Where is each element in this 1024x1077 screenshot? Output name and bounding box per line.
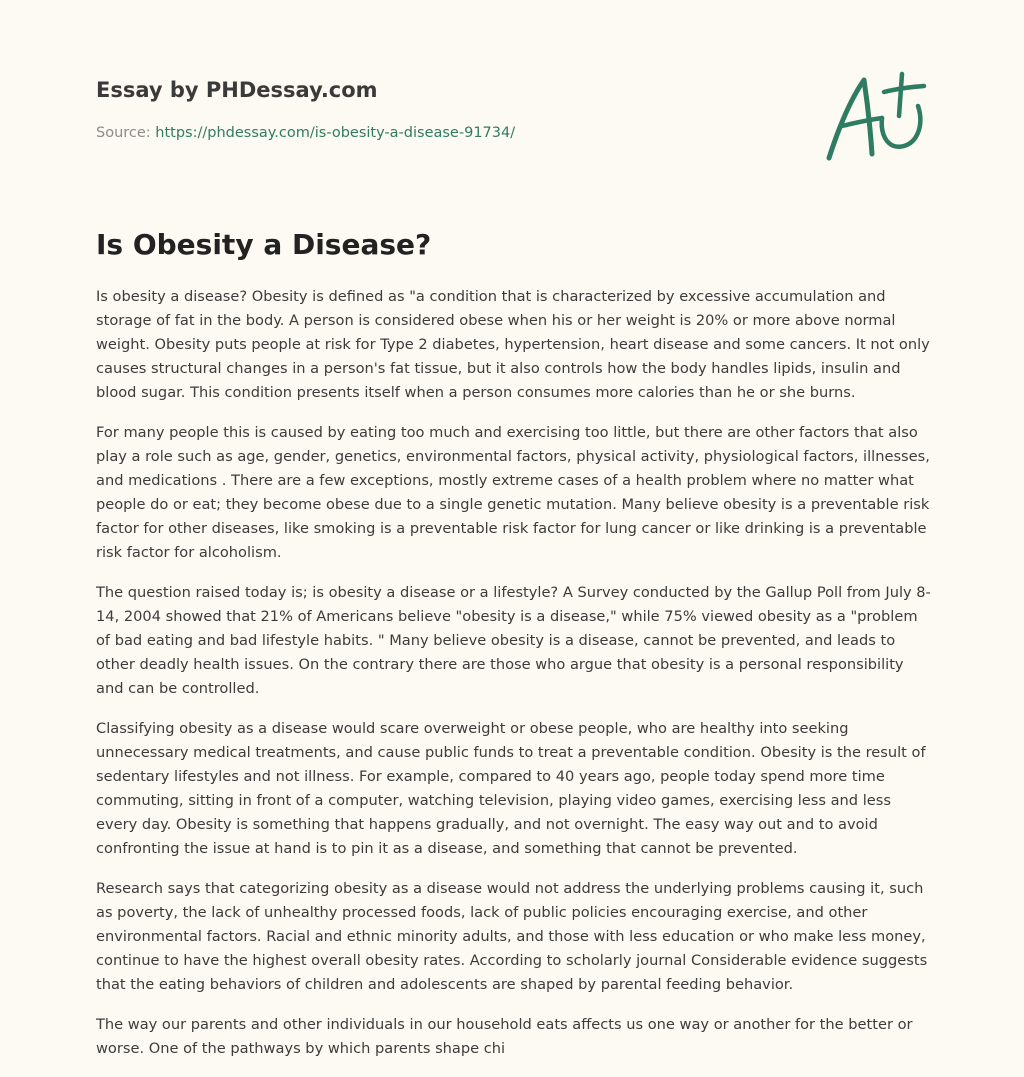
essay-body: [96, 285, 932, 1077]
essay-paragraph: Is obesity a disease? Obesity is defined as "a condition that is characterized by excessive accumulation and storage of fat in the body. A person is considered obese when his or her weight is 20% or more above normal weight. Obesity puts people at risk for Type 2 diabetes, hypertension, heart disease and some cancers. It not only causes structural changes in a person's fat tissue, but it also controls how the body handles lipids, insulin and blood sugar. This condition presents itself when a person consumes more calories than he or she burns.: [96, 288, 930, 401]
source-link[interactable]: https://phdessay.com/is-obesity-a-disease-91734/: [155, 125, 516, 141]
essay-paragraph: Classifying obesity as a disease would scare overweight or obese people, who are healthy into seeking unnecessary medical treatments, and cause public funds to treat a preventable condition. Obesity is the result of sedentary lifestyles and not illness. For example, compared to 40 years ago, people today spend more time commuting, sitting in front of a computer, watching television, playing video games, exercising less and less every day. Obesity is something that happens gradually, and not overnight. The easy way out and to avoid confronting the issue at hand is to pin it as a disease, and something that cannot be prevented.: [96, 720, 926, 857]
source-line: [96, 123, 696, 143]
essay-title: Is Obesity a Disease?: [96, 228, 432, 261]
essay-paragraph: For many people this is caused by eating too much and exercising too little, but there are other factors that also play a role such as age, gender, genetics, environmental factors, physical activity, physiological factors, illnesses, and medications . There are a few exceptions, mostly extreme cases of a health problem where no matter what people do or eat; they become obese due to a single genetic mutation. Many believe obesity is a preventable risk factor for other diseases, like smoking is a preventable risk factor for lung cancer or like drinking is a preventable risk factor for alcoholism.: [96, 424, 930, 561]
essay-paragraph: The way our parents and other individuals in our household eats affects us one way or another for the better or worse. One of the pathways by which parents shape chi: [96, 1016, 913, 1057]
brand-title: Essay by PHDessay.com: [96, 78, 378, 102]
source-label: Source:: [96, 125, 156, 141]
essay-paragraph: Research says that categorizing obesity as a disease would not address the underlying problems causing it, such as poverty, the lack of unhealthy processed foods, lack of public policies encouraging exercise, and other environmental factors. Racial and ethnic minority adults, and those with less education or who make less money, continue to have the highest overall obesity rates. According to scholarly journal Considerable evidence suggests that the eating behaviors of children and adolescents are shaped by parental feeding behavior.: [96, 880, 928, 993]
essay-header: [96, 74, 696, 143]
a-plus-logo-icon: [820, 66, 928, 166]
essay-paragraph: The question raised today is; is obesity a disease or a lifestyle? A Survey conducted by the Gallup Poll from July 8-14, 2004 showed that 21% of Americans believe "obesity is a disease," while 75% viewed obesity as a "problem of bad eating and bad lifestyle habits. " Many believe obesity is a disease, cannot be prevented, and leads to other deadly health issues. On the contrary there are those who argue that obesity is a personal responsibility and can be controlled.: [96, 584, 931, 697]
